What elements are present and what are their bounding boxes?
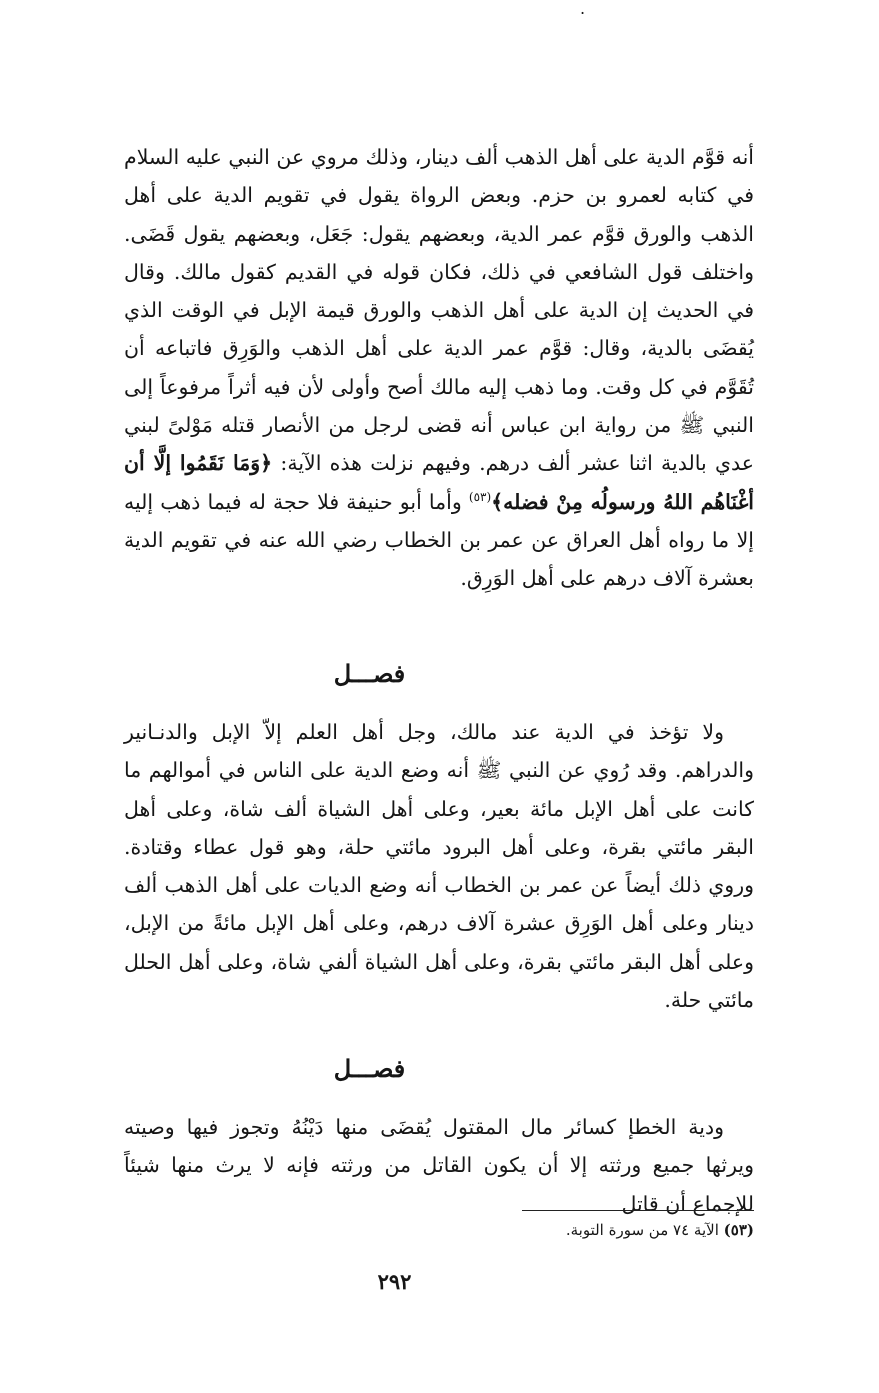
section-heading-1 [0, 654, 809, 694]
footnote-reference: (٥٣) [468, 489, 492, 504]
footnote-text: الآية ٧٤ من سورة التوبة. [565, 1221, 719, 1239]
paragraph-1-text-b: وأما أبو حنيفة فلا حجة له فيما ذهب إليه إلا ما رواه أهل العراق عن عمر بن الخطاب رضي الله عنه في تقويم الدية بعشرة آلاف درهم على أهل الوَرِق. [124, 489, 754, 591]
section-heading-2 [0, 1049, 809, 1089]
paragraph-3 [124, 1108, 754, 1223]
footnote [124, 1218, 754, 1242]
section-heading-1-text: فصـــل [333, 659, 406, 688]
section-heading-2-text: فصـــل [333, 1054, 406, 1083]
page-top-mark: . [580, 0, 586, 18]
footnote-divider [522, 1210, 754, 1211]
paragraph-2-text: ولا تؤخذ في الدية عند مالك، وجل أهل العلم إلاّ الإبل والدنـانير والدراهم. وقد رُوي عن النبي ﷺ أنه وضع الدية على الناس في أموالهم ما كانت على أهل الإبل مائة بعير، وعلى أهل الشياة ألف شاة، وعلى أهل البقر مائتي بقرة، وعلى أهل البرود مائتي حلة، وهو قول عطاء وقتادة. وروي ذلك أيضاً عن عمر بن الخطاب أنه وضع الديات على أهل الذهب ألف دينار وعلى أهل الوَرِق عشرة آلاف درهم، وعلى أهل الإبل مائةً من الإبل، وعلى أهل البقر مائتي بقرة، وعلى أهل الشياة ألفي شاة، وعلى أهل الحلل مائتي حلة. [124, 720, 754, 1013]
quran-verse: ﴿وَمَا نَقَمُوا إلَّا أن أغْنَاهُم اللهُ ورسولُه مِنْ فضله﴾ [124, 451, 754, 514]
page-number: ٢٩٢ [377, 1269, 412, 1294]
paragraph-3-text: ودية الخطإ كسائر مال المقتول يُقضَى منها دَيْنُهُ وتجوز فيها وصيته ويرثها جميع ورثته إلا أن يكون القاتل من ورثته فإنه لا يرث منها شيئاً للإجماع أن قاتل [124, 1115, 754, 1216]
footnote-number: (٥٣) [723, 1221, 754, 1239]
paragraph-1 [124, 138, 754, 598]
paragraph-2 [124, 713, 754, 1019]
paragraph-1-text-a: أنه قوَّم الدية على أهل الذهب ألف دينار، وذلك مروي عن النبي عليه السلام في كتابه لعمرو بن حزم. وبعض الرواة يقول في تقويم الدية على أهل الذهب والورق قوَّم عمر الدية، وبعضهم يقول: جَعَل، وبعضهم يقول قَضَى. واختلف قول الشافعي في ذلك، فكان قوله في القديم كقول مالك. وقال في الحديث إن الدية على أهل الذهب والورق قيمة الإبل في الوقت الذي يُقضَى بالدية، وقال: قوَّم عمر الدية على أهل الذهب والوَرِق فاتباعه أن تُقَوَّم في كل وقت. وما ذهب إليه مالك أصح وأولى لأن فيه أثراً مرفوعاً إلى النبي ﷺ من رواية ابن عباس أنه قضى لرجل من الأنصار قتله مَوْلىً لبني عدي بالدية اثنا عشر ألف درهم. وفيهم نزلت هذه الآية: [124, 145, 754, 476]
